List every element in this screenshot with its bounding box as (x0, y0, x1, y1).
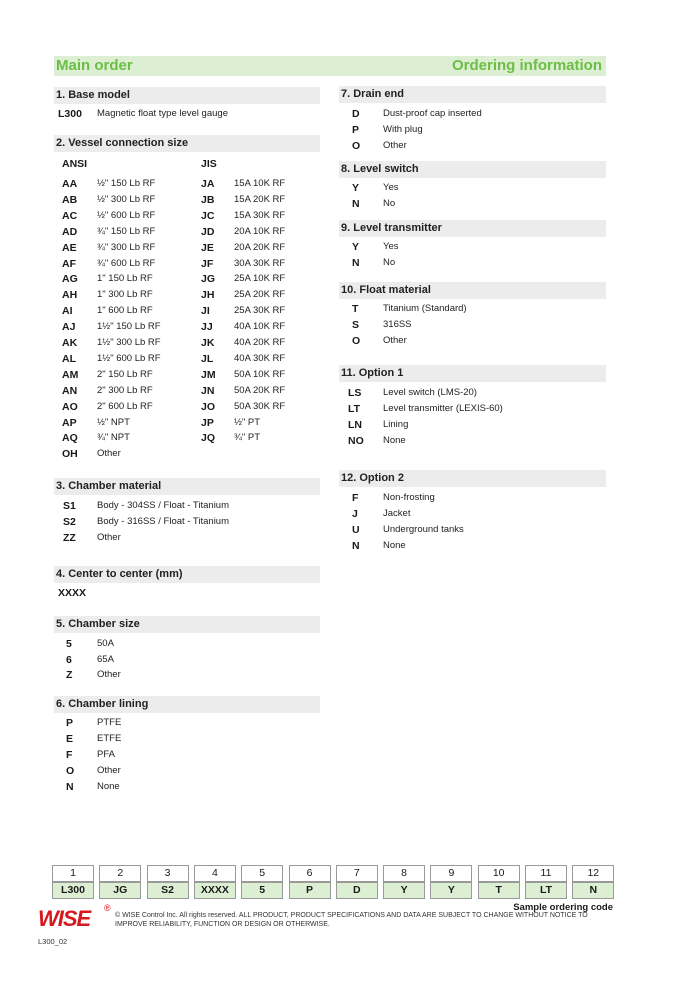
option-code: Z (66, 669, 73, 681)
option-desc: Other (97, 448, 121, 460)
section-header (54, 616, 320, 633)
option-desc: 25A 30K RF (234, 305, 286, 317)
option-desc: Non-frosting (383, 492, 435, 503)
option-desc: Magnetic float type level gauge (97, 108, 228, 119)
grid-position-number: 1 (52, 865, 94, 882)
option-desc: Yes (383, 182, 399, 193)
grid-code-value: N (572, 882, 614, 899)
option-desc: ¾" PT (234, 432, 261, 444)
option-desc: 1" 300 Lb RF (97, 289, 153, 301)
grid-position-number: 3 (147, 865, 189, 882)
page-id: L300_02 (38, 937, 68, 946)
section-header (339, 220, 606, 237)
option-code: F (352, 492, 359, 504)
option-code: LS (348, 387, 362, 399)
option-desc: 1½" 300 Lb RF (97, 337, 161, 348)
option-code: E (66, 733, 74, 745)
option-code: AL (62, 352, 76, 365)
grid-position-number: 9 (430, 865, 472, 882)
section-title: 12. Option 2 (341, 472, 404, 484)
option-desc: 50A (97, 638, 114, 649)
option-desc: 15A 30K RF (234, 209, 286, 221)
option-code: JE (201, 241, 214, 254)
option-desc: Jacket (383, 507, 411, 519)
option-desc: 40A 20K RF (234, 337, 286, 348)
option-desc: Yes (383, 241, 399, 252)
grid-position-number: 11 (525, 865, 567, 882)
option-desc: 1" 600 Lb RF (97, 305, 153, 317)
option-code: T (352, 303, 359, 315)
option-desc: ½" NPT (97, 416, 130, 428)
grid-code-value: LT (525, 882, 567, 899)
option-desc: None (97, 781, 120, 792)
option-desc: None (383, 539, 406, 551)
grid-position-number: 7 (336, 865, 378, 882)
option-code: JL (201, 352, 214, 365)
option-desc: 1" 150 Lb RF (97, 273, 153, 285)
option-code: AN (62, 384, 78, 397)
option-code: N (352, 256, 360, 269)
option-desc: No (383, 256, 396, 268)
option-code: L300 (58, 108, 82, 120)
option-desc: 15A 10K RF (234, 178, 286, 189)
option-code: Y (352, 241, 360, 253)
section-header (339, 365, 606, 382)
option-code: AC (62, 209, 78, 222)
option-desc: 20A 10K RF (234, 225, 286, 237)
section-title: 1. Base model (56, 89, 130, 101)
option-code: F (66, 749, 73, 761)
option-code: AK (62, 337, 78, 349)
option-code: AD (62, 225, 78, 238)
grid-code-value: 5 (241, 882, 283, 899)
option-code: AH (62, 289, 78, 302)
grid-code-value: S2 (147, 882, 189, 899)
option-code: JM (201, 368, 216, 381)
option-desc: 50A 20K RF (234, 384, 286, 396)
option-desc: ¾" 150 Lb RF (97, 225, 156, 237)
grid-code-value: XXXX (194, 882, 236, 899)
section-title: 6. Chamber lining (56, 698, 149, 710)
section-header (339, 282, 606, 299)
section-header (339, 161, 606, 178)
option-desc: No (383, 197, 396, 209)
section-header (54, 478, 320, 495)
section-header (339, 470, 606, 487)
option-code: AQ (62, 432, 78, 445)
option-code: AF (62, 257, 76, 270)
option-code: N (352, 539, 360, 552)
jis-label: JIS (201, 158, 217, 170)
option-desc: 50A 30K RF (234, 400, 286, 412)
option-code: JO (201, 400, 216, 413)
option-desc: 50A 10K RF (234, 368, 286, 380)
option-code: LN (348, 419, 362, 431)
option-code: OH (62, 448, 78, 461)
option-code: N (66, 781, 74, 793)
option-desc: 25A 10K RF (234, 273, 286, 285)
legal-notice: © WISE Control Inc. All rights reserved. ALL PRODUCT, PRODUCT SPECIFICATIONS AND DATA ARE SUBJECT TO CHANGE WITHOUT NOTICE TO IMPROVE RELIABILITY, FUNCTION OR DESIGN OR OTHERWISE. (115, 912, 588, 928)
option-desc: 25A 20K RF (234, 289, 286, 301)
grid-code-value: Y (430, 882, 472, 899)
grid-code-value: L300 (52, 882, 94, 899)
option-desc: 30A 30K RF (234, 257, 286, 269)
option-code: J (352, 507, 358, 520)
option-code: N (352, 197, 360, 210)
option-desc: With plug (383, 124, 423, 135)
option-code: S (352, 319, 360, 331)
header-banner (54, 56, 606, 76)
option-desc: ½" 600 Lb RF (97, 209, 156, 221)
option-code: AE (62, 241, 77, 254)
option-code: JN (201, 384, 215, 397)
option-code: JH (201, 289, 215, 302)
option-code: S1 (63, 500, 76, 512)
option-desc: Level switch (LMS-20) (383, 387, 477, 398)
grid-position-number: 10 (478, 865, 520, 882)
grid-code-value: P (289, 882, 331, 899)
option-desc: Dust-proof cap inserted (383, 108, 482, 119)
section-title: 7. Drain end (341, 88, 404, 100)
option-code: JB (201, 193, 215, 206)
option-code: O (352, 140, 361, 152)
option-desc: ¾" 600 Lb RF (97, 257, 156, 269)
option-desc: 15A 20K RF (234, 193, 286, 205)
option-desc: None (383, 435, 406, 446)
option-code: AO (62, 400, 78, 413)
main-order-title: Main order (56, 57, 133, 74)
option-desc: Other (383, 335, 407, 346)
option-code: AG (62, 273, 78, 286)
option-code: AI (62, 305, 73, 318)
ordering-information-title: Ordering information (452, 57, 602, 74)
option-desc: ½" PT (234, 416, 261, 428)
option-code: D (352, 108, 360, 120)
section-title: 2. Vessel connection size (56, 137, 189, 149)
option-code: S2 (63, 516, 76, 528)
option-code: JJ (201, 321, 213, 334)
section-title: 5. Chamber size (56, 618, 140, 630)
grid-position-number: 5 (241, 865, 283, 882)
option-desc: ¾" 300 Lb RF (97, 241, 156, 253)
option-code: JQ (201, 432, 216, 445)
option-code: 5 (66, 638, 72, 650)
option-code: JP (201, 416, 214, 429)
option-code: NO (348, 435, 364, 447)
option-desc: Underground tanks (383, 523, 464, 535)
grid-code-value: D (336, 882, 378, 899)
option-code: P (352, 124, 360, 136)
section-header (54, 135, 320, 152)
option-desc: 2" 300 Lb RF (97, 384, 153, 396)
grid-code-value: T (478, 882, 520, 899)
option-desc: ½" 150 Lb RF (97, 178, 156, 189)
option-desc: 65A (97, 653, 114, 665)
option-code: JC (201, 209, 215, 222)
section-title: 4. Center to center (mm) (56, 568, 183, 580)
option-code: O (352, 335, 361, 347)
option-desc: Other (97, 669, 121, 680)
section-title: 9. Level transmitter (341, 222, 442, 234)
option-code: LT (348, 403, 361, 415)
option-desc: ½" 300 Lb RF (97, 193, 156, 205)
option-desc: Other (383, 140, 407, 151)
option-desc: 40A 30K RF (234, 352, 286, 364)
section-title: 8. Level switch (341, 163, 419, 175)
option-code: JF (201, 257, 214, 270)
option-desc: PTFE (97, 717, 122, 728)
section-title: 11. Option 1 (341, 367, 404, 379)
ansi-label: ANSI (62, 158, 88, 170)
option-desc: Body - 316SS / Float - Titanium (97, 516, 230, 527)
option-code: JG (201, 273, 216, 286)
option-desc: 316SS (383, 319, 412, 330)
grid-position-number: 4 (194, 865, 236, 882)
option-code: XXXX (58, 587, 87, 599)
section-title: 3. Chamber material (56, 480, 162, 492)
option-desc: Body - 304SS / Float - Titanium (97, 500, 230, 511)
option-desc: 2" 150 Lb RF (97, 368, 153, 380)
option-desc: PFA (97, 749, 115, 760)
section-title: 10. Float material (341, 284, 431, 296)
option-desc: ¾" NPT (97, 432, 130, 444)
registered-mark: ® (104, 903, 111, 913)
option-code: JD (201, 225, 215, 238)
section-header (54, 566, 320, 583)
option-desc: 40A 10K RF (234, 321, 286, 333)
grid-code-value: Y (383, 882, 425, 899)
option-desc: 2" 600 Lb RF (97, 400, 153, 412)
grid-code-value: JG (99, 882, 141, 899)
section-header (339, 86, 606, 103)
option-desc: Titanium (Standard) (383, 303, 467, 314)
option-desc: 1½" 600 Lb RF (97, 352, 161, 364)
option-code: AJ (62, 321, 76, 334)
option-code: AM (62, 368, 79, 381)
grid-position-number: 2 (99, 865, 141, 882)
option-code: 6 (66, 653, 72, 666)
option-code: U (352, 523, 360, 536)
option-code: AA (62, 178, 78, 190)
option-code: JI (201, 305, 210, 318)
option-desc: 1½" 150 Lb RF (97, 321, 161, 333)
wise-logo: WISE (38, 906, 91, 931)
option-code: AP (62, 416, 77, 429)
option-desc: Lining (383, 419, 409, 430)
sample-caption: Sample ordering code (513, 902, 613, 913)
option-code: O (66, 765, 75, 777)
option-code: JA (201, 178, 215, 190)
option-code: AB (62, 193, 78, 206)
option-code: P (66, 717, 74, 729)
grid-position-number: 8 (383, 865, 425, 882)
grid-position-number: 6 (289, 865, 331, 882)
section-header (54, 696, 320, 713)
grid-position-number: 12 (572, 865, 614, 882)
option-desc: Other (97, 532, 121, 543)
option-desc: 20A 20K RF (234, 241, 286, 253)
option-code: JK (201, 337, 215, 349)
option-code: ZZ (63, 532, 76, 544)
section-header (54, 87, 320, 104)
option-desc: Other (97, 765, 121, 776)
option-code: Y (352, 182, 360, 194)
option-desc: ETFE (97, 733, 122, 744)
option-desc: Level transmitter (LEXIS-60) (383, 403, 503, 414)
